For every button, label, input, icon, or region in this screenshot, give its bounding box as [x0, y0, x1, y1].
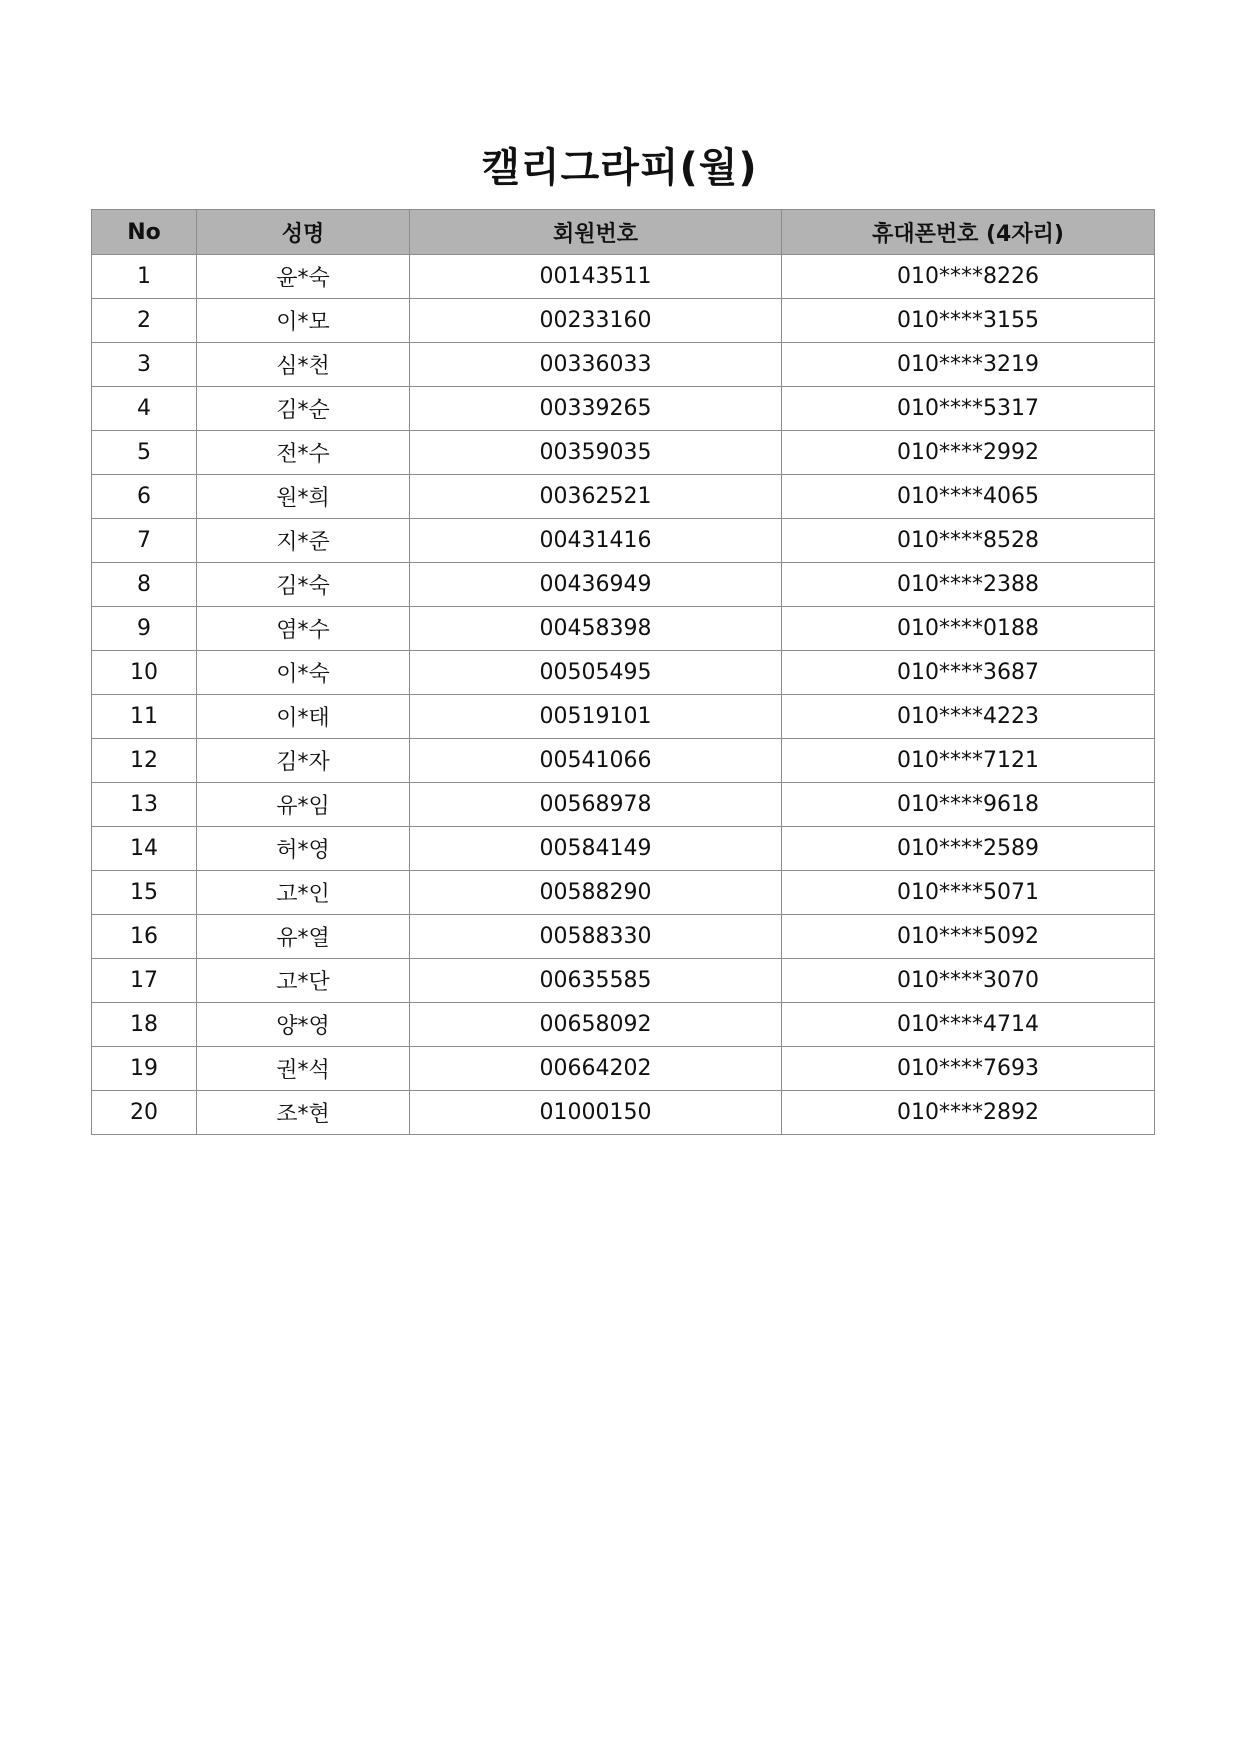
table-row — [92, 1091, 1155, 1135]
cell-phone-number: 010****5317 — [782, 387, 1155, 431]
cell-phone-number: 010****2992 — [782, 431, 1155, 475]
cell-no: 11 — [92, 695, 197, 739]
table-row — [92, 651, 1155, 695]
cell-member-number: 00541066 — [410, 739, 782, 783]
cell-name: 김*순 — [197, 387, 410, 431]
cell-member-number: 00436949 — [410, 563, 782, 607]
cell-name: 이*모 — [197, 299, 410, 343]
cell-phone-number: 010****8528 — [782, 519, 1155, 563]
table-row — [92, 871, 1155, 915]
cell-name: 조*현 — [197, 1091, 410, 1135]
table-row — [92, 299, 1155, 343]
table-row — [92, 959, 1155, 1003]
cell-no: 14 — [92, 827, 197, 871]
cell-name: 이*숙 — [197, 651, 410, 695]
cell-phone-number: 010****3155 — [782, 299, 1155, 343]
cell-member-number: 00362521 — [410, 475, 782, 519]
cell-no: 10 — [92, 651, 197, 695]
cell-no: 8 — [92, 563, 197, 607]
cell-name: 양*영 — [197, 1003, 410, 1047]
cell-member-number: 00431416 — [410, 519, 782, 563]
cell-name: 염*수 — [197, 607, 410, 651]
cell-phone-number: 010****3070 — [782, 959, 1155, 1003]
table-row — [92, 343, 1155, 387]
table-row — [92, 563, 1155, 607]
cell-no: 2 — [92, 299, 197, 343]
cell-member-number: 00568978 — [410, 783, 782, 827]
cell-name: 고*단 — [197, 959, 410, 1003]
cell-name: 김*자 — [197, 739, 410, 783]
table-row — [92, 915, 1155, 959]
member-table — [91, 209, 1155, 1135]
cell-name: 권*석 — [197, 1047, 410, 1091]
cell-no: 13 — [92, 783, 197, 827]
cell-member-number: 00336033 — [410, 343, 782, 387]
cell-phone-number: 010****4065 — [782, 475, 1155, 519]
cell-member-number: 00458398 — [410, 607, 782, 651]
cell-member-number: 01000150 — [410, 1091, 782, 1135]
cell-phone-number: 010****2388 — [782, 563, 1155, 607]
cell-phone-number: 010****7693 — [782, 1047, 1155, 1091]
cell-member-number: 00339265 — [410, 387, 782, 431]
table-row — [92, 739, 1155, 783]
cell-no: 7 — [92, 519, 197, 563]
cell-member-number: 00584149 — [410, 827, 782, 871]
cell-member-number: 00588330 — [410, 915, 782, 959]
table-row — [92, 475, 1155, 519]
cell-name: 유*열 — [197, 915, 410, 959]
page-title: 캘리그라피(월) — [481, 145, 758, 191]
cell-member-number: 00635585 — [410, 959, 782, 1003]
cell-no: 20 — [92, 1091, 197, 1135]
cell-phone-number: 010****9618 — [782, 783, 1155, 827]
cell-no: 6 — [92, 475, 197, 519]
cell-member-number: 00664202 — [410, 1047, 782, 1091]
table-row — [92, 387, 1155, 431]
cell-name: 심*천 — [197, 343, 410, 387]
cell-phone-number: 010****3687 — [782, 651, 1155, 695]
cell-name: 전*수 — [197, 431, 410, 475]
cell-member-number: 00505495 — [410, 651, 782, 695]
cell-member-number: 00588290 — [410, 871, 782, 915]
cell-member-number: 00233160 — [410, 299, 782, 343]
cell-no: 17 — [92, 959, 197, 1003]
cell-phone-number: 010****2589 — [782, 827, 1155, 871]
cell-phone-number: 010****2892 — [782, 1091, 1155, 1135]
header-no: No — [92, 210, 197, 255]
header-member-number: 회원번호 — [410, 210, 782, 255]
table-row — [92, 255, 1155, 299]
cell-phone-number: 010****8226 — [782, 255, 1155, 299]
table-header-row — [92, 210, 1155, 255]
cell-name: 유*임 — [197, 783, 410, 827]
table-row — [92, 783, 1155, 827]
cell-no: 4 — [92, 387, 197, 431]
cell-no: 3 — [92, 343, 197, 387]
cell-member-number: 00359035 — [410, 431, 782, 475]
cell-phone-number: 010****0188 — [782, 607, 1155, 651]
cell-no: 1 — [92, 255, 197, 299]
table-row — [92, 1047, 1155, 1091]
cell-name: 허*영 — [197, 827, 410, 871]
header-name: 성명 — [197, 210, 410, 255]
cell-phone-number: 010****5092 — [782, 915, 1155, 959]
cell-name: 원*희 — [197, 475, 410, 519]
cell-name: 윤*숙 — [197, 255, 410, 299]
cell-member-number: 00658092 — [410, 1003, 782, 1047]
cell-no: 5 — [92, 431, 197, 475]
cell-member-number: 00519101 — [410, 695, 782, 739]
cell-name: 이*태 — [197, 695, 410, 739]
header-phone-number: 휴대폰번호 (4자리) — [782, 210, 1155, 255]
cell-phone-number: 010****7121 — [782, 739, 1155, 783]
cell-no: 9 — [92, 607, 197, 651]
cell-no: 12 — [92, 739, 197, 783]
cell-no: 18 — [92, 1003, 197, 1047]
cell-name: 고*인 — [197, 871, 410, 915]
table-row — [92, 695, 1155, 739]
table-row — [92, 827, 1155, 871]
cell-no: 19 — [92, 1047, 197, 1091]
cell-name: 지*준 — [197, 519, 410, 563]
cell-phone-number: 010****4223 — [782, 695, 1155, 739]
cell-phone-number: 010****3219 — [782, 343, 1155, 387]
cell-phone-number: 010****4714 — [782, 1003, 1155, 1047]
cell-phone-number: 010****5071 — [782, 871, 1155, 915]
cell-no: 15 — [92, 871, 197, 915]
table-body — [92, 255, 1155, 1135]
cell-no: 16 — [92, 915, 197, 959]
table-row — [92, 519, 1155, 563]
cell-name: 김*숙 — [197, 563, 410, 607]
table-row — [92, 431, 1155, 475]
table-row — [92, 607, 1155, 651]
cell-member-number: 00143511 — [410, 255, 782, 299]
table-row — [92, 1003, 1155, 1047]
